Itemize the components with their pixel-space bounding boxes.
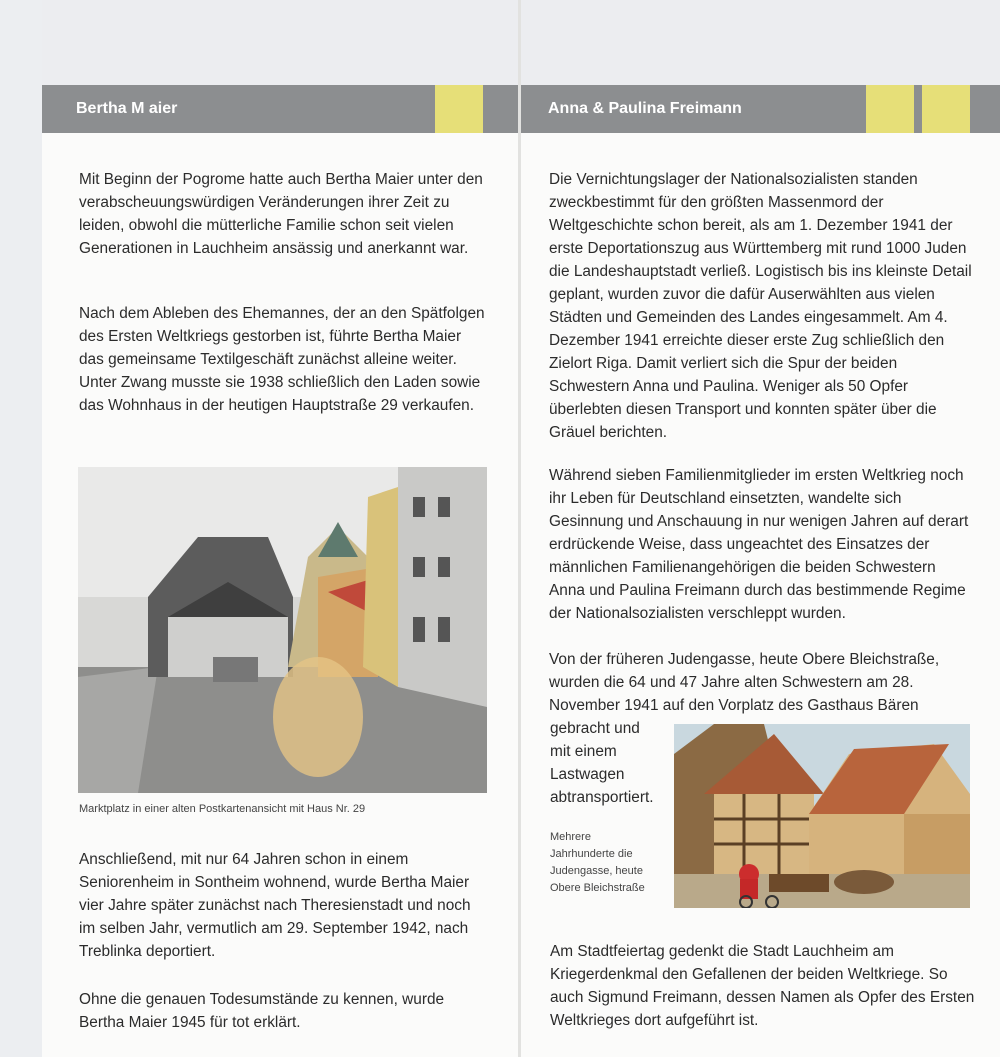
paragraph: Am Stadtfeiertag gedenkt die Stadt Lauchheim am Kriegerdenkmal den Gefallenen der beiden Weltkriege. So auch Sigmund Freimann, dessen Namen als Opfer des Ersten Weltkrieges dort aufgeführt ist. [550,943,975,1029]
side-strip [0,0,42,1057]
section-heading: Bertha M aier [76,100,178,117]
section-heading: Anna & Paulina Freimann [548,100,742,117]
paragraph: Mit Beginn der Pogrome hatte auch Bertha Maier unter den verabscheuungswürdigen Veränderungen ihrer Zeit zu leiden, obwohl die mütterliche Familie schon seit vielen Generationen in Lauchheim ansässig und anerkannt war. [79,171,483,257]
paragraph: Ohne die genauen Todesumstände zu kennen, wurde Bertha Maier 1945 für tot erklärt. [79,991,445,1031]
right-page [521,0,1000,1057]
judengasse-photo-image [674,724,970,908]
photo-caption: Mehrere Jahrhunderte die Judengasse, heute Obere Bleichstraße [550,831,645,894]
paragraph: Während sieben Familienmitglieder im ersten Weltkrieg noch ihr Leben für Deutschland einsetzten, wandelte sich Gesinnung und Anschauung in nur wenigen Jahren auf derart erdrückende Weise, dass ungeachtet des Einsatzes der männlichen Familienangehörigen die beiden Schwestern Anna und Paulina Freimann durch das bestimmende Regime der Nationalsozialisten verschleppt wurden. [549,467,969,622]
paragraph: Die Vernichtungslager der Nationalsozialisten standen zweckbestimmt für den größten Massenmord der Weltgeschichte schon bereit, als am 1. Dezember 1941 der erste Deportationszug aus Württemberg mit rund 1000 Juden die Landeshauptstadt verließ. Logistisch bis ins kleinste Detail geplant, wurden zuvor die dafür Auserwählten aus vielen Städten und Gemeinden des Landes eingesammelt. Am 4. Dezember 1941 erreichte dieser erste Zug schließlich den Zielort Riga. Damit verliert sich die Spur der beiden Schwestern Anna und Paulina. Weniger als 50 Opfer überlebten diesen Transport und konnten später über die Gräuel berichten. [549,171,972,441]
paragraph: Nach dem Ableben des Ehemannes, der an den Spätfolgen des Ersten Weltkriegs gestorben ist, führte Bertha Maier das gemeinsame Textilgeschäft zunächst alleine weiter. Unter Zwang musste sie 1938 schließlich den Laden sowie das Wohnhaus in der heutigen Hauptstraße 29 verkaufen. [79,305,485,414]
judengasse-photo [674,724,970,908]
paragraph: Von der früheren Judengasse, heute Obere Bleichstraße, wurden die 64 und 47 Jahre alten Schwestern am 28. November 1941 auf den Vorplatz des Gasthaus Bären [549,651,940,714]
accent-stripe [866,85,914,133]
top-band [521,0,1000,85]
accent-stripe [435,85,483,133]
marketplace-photo [78,467,487,793]
top-band [0,0,518,85]
section-header-bar [42,85,518,133]
photo-caption: Marktplatz in einer alten Postkartenansicht mit Haus Nr. 29 [79,803,366,815]
section-header-bar [521,85,1000,133]
marketplace-photo-image [78,467,487,793]
accent-stripe [922,85,970,133]
paragraph: gebracht und mit einem Lastwagen abtransportiert. [550,720,654,806]
paragraph: Anschließend, mit nur 64 Jahren schon in einem Seniorenheim in Sontheim wohnend, wurde Bertha Maier vier Jahre später zunächst nach Theresienstadt und noch im selben Jahr, vermutlich am 29. September 1942, nach Treblinka deportiert. [79,851,471,960]
